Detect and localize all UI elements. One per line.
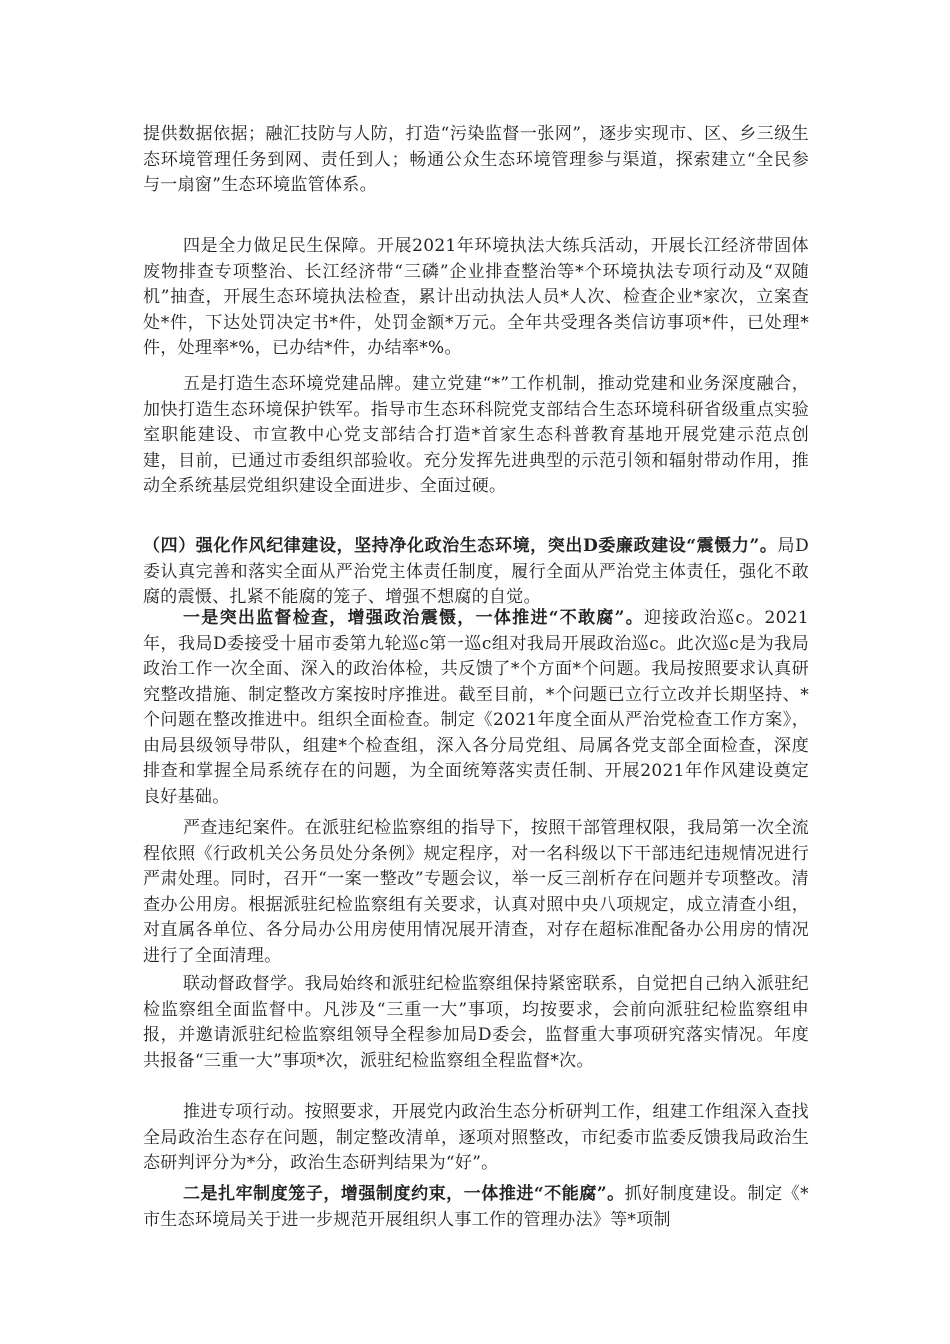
paragraph-8 — [143, 1100, 809, 1177]
section-heading-lead: （四）强化作风纪律建设，坚持净化政治生态环境，突出D委廉政建设“震慑力”。 — [143, 536, 778, 556]
paragraph-lead: 一是突出监督检查，增强政治震慑，一体推进“不敢腐”。 — [183, 608, 644, 628]
paragraph-9 — [143, 1182, 809, 1233]
paragraph-text: 严查违纪案件。在派驻纪检监察组的指导下，按照干部管理权限，我局第一次全流程依照《行政机关公务员处分条例》规定程序，对一名科级以下干部违纪违规情况进行严肃处理。同时，召开“一案一整改”专题会议，举一反三剖析存在问题并专项整改。清查办公用房。根据派驻纪检监察组有关要求，认真对照中央八项规定，成立清查小组，对直属各单位、各分局办公用房使用情况展开清查，对存在超标准配备办公用房的情况进行了全面清理。 — [143, 818, 809, 966]
paragraph-1 — [143, 122, 809, 199]
paragraph-text: 迎接政治巡c。2021年，我局D委接受十届市委第九轮巡c第一巡c组对我局开展政治巡c。此次巡c是为我局政治工作一次全面、深入的政治体检，共反馈了*个方面*个问题。我局按照要求认真研究整改措施、制定整改方案按时序推进。截至目前，*个问题已立行立改并长期坚持、*个问题在整改推进中。组织全面检查。制定《2021年度全面从严治党检查工作方案》，由局县级领导带队，组建*个检查组，深入各分局党组、局属各党支部全面检查，深度排查和掌握全局系统存在的问题，为全面统筹落实责任制、开展2021年作风建设奠定良好基础。 — [143, 608, 809, 807]
paragraph-5 — [143, 606, 809, 810]
paragraph-6 — [143, 816, 809, 969]
paragraph-text: 抓好制度建设。制定《*市生态环境局关于进一步规范开展组织人事工作的管理办法》等*项制 — [143, 1184, 809, 1230]
paragraph-2 — [143, 234, 809, 362]
paragraph-text: 联动督政督学。我局始终和派驻纪检监察组保持紧密联系，自觉把自己纳入派驻纪检监察组全面监督中。凡涉及“三重一大”事项，均按要求，会前向派驻纪检监察组申报，并邀请派驻纪检监察组领导全程参加局D委会，监督重大事项研究落实情况。年度共报备“三重一大”事项*次，派驻纪检监察组全程监督*次。 — [143, 974, 809, 1071]
paragraph-text: 局D委认真完善和落实全面从严治党主体责任制度，履行全面从严治党主体责任，强化不敢腐的震慑、扎紧不能腐的笼子、增强不想腐的自觉。 — [143, 536, 809, 607]
paragraph-text: 推进专项行动。按照要求，开展党内政治生态分析研判工作，组建工作组深入查找全局政治生态存在问题，制定整改清单，逐项对照整改，市纪委市监委反馈我局政治生态研判评分为*分，政治生态研判结果为“好”。 — [143, 1102, 809, 1173]
paragraph-text: 五是打造生态环境党建品牌。建立党建“*”工作机制，推动党建和业务深度融合，加快打造生态环境保护铁军。指导市生态环科院党支部结合生态环境科研省级重点实验室职能建设、市宣教中心党支部结合打造*首家生态科普教育基地开展党建示范点创建，目前，已通过市委组织部验收。充分发挥先进典型的示范引领和辐射带动作用，推动全系统基层党组织建设全面进步、全面过硬。 — [143, 374, 809, 496]
section-heading-4 — [143, 534, 809, 611]
paragraph-lead: 二是扎牢制度笼子，增强制度约束，一体推进“不能腐”。 — [183, 1184, 625, 1204]
paragraph-text: 提供数据依据；融汇技防与人防，打造“污染监督一张网”，逐步实现市、区、乡三级生态环境管理任务到网、责任到人；畅通公众生态环境管理参与渠道，探索建立“全民参与一扇窗”生态环境监管体系。 — [143, 124, 809, 195]
paragraph-text: 四是全力做足民生保障。开展2021年环境执法大练兵活动，开展长江经济带固体废物排查专项整治、长江经济带“三磷”企业排查整治等*个环境执法专项行动及“双随机”抽查，开展生态环境执法检查，累计出动执法人员*人次、检查企业*家次，立案查处*件，下达处罚决定书*件，处罚金额*万元。全年共受理各类信访事项*件，已处理*件，处理率*%，已办结*件，办结率*%。 — [143, 236, 809, 358]
paragraph-7 — [143, 972, 809, 1074]
paragraph-3 — [143, 372, 809, 500]
